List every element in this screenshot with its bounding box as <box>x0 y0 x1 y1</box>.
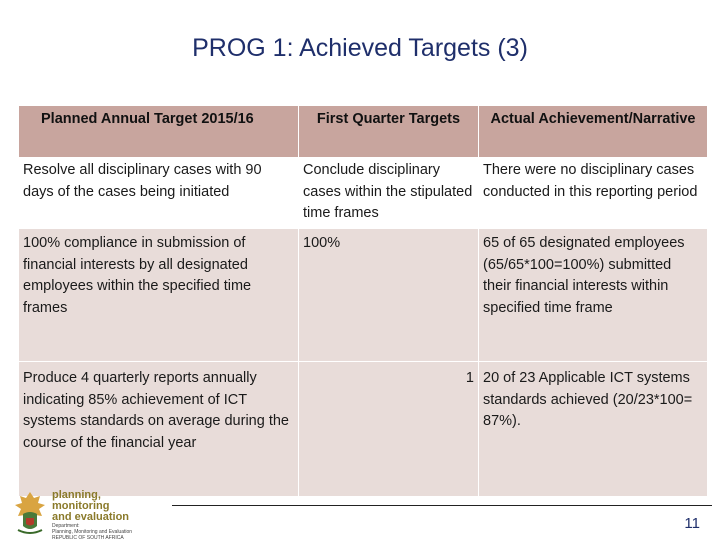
cell-actual-achievement: 65 of 65 designated employees (65/65*100=100%) submitted their financial interests within specified time frame <box>479 229 708 362</box>
logo-country: REPUBLIC OF SOUTH AFRICA <box>52 535 124 541</box>
header-planned-target: Planned Annual Target 2015/16 <box>19 106 299 158</box>
cell-actual-achievement: There were no disciplinary cases conducted in this reporting period <box>479 158 708 229</box>
table-row <box>19 158 708 229</box>
cell-actual-achievement: 20 of 23 Applicable ICT systems standards achieved (20/23*100= 87%). <box>479 362 708 497</box>
coat-of-arms-icon <box>10 490 50 536</box>
cell-first-quarter: 1 <box>299 362 479 497</box>
logo-department: Department: <box>52 523 80 529</box>
slide-title: PROG 1: Achieved Targets (3) <box>192 34 528 62</box>
targets-table <box>18 105 708 497</box>
table-row <box>19 229 708 362</box>
logo-line-2: and evaluation <box>52 511 130 523</box>
table-row <box>19 362 708 497</box>
logo-department-name: Planning, Monitoring and Evaluation <box>52 529 133 535</box>
cell-planned-target: 100% compliance in submission of financial interests by all designated employees within the specified time frames <box>19 229 299 362</box>
footer-divider <box>172 505 712 506</box>
cell-first-quarter: 100% <box>299 229 479 362</box>
dpme-logo <box>10 489 145 541</box>
header-first-quarter: First Quarter Targets <box>299 106 479 158</box>
logo-line-1: planning, monitoring <box>52 489 110 512</box>
cell-first-quarter: Conclude disciplinary cases within the stipulated time frames <box>299 158 479 229</box>
cell-planned-target: Resolve all disciplinary cases with 90 days of the cases being initiated <box>19 158 299 229</box>
header-actual-achievement: Actual Achievement/Narrative <box>479 106 708 158</box>
cell-planned-target: Produce 4 quarterly reports annually indicating 85% achievement of ICT systems standards on average during the course of the financial year <box>19 362 299 497</box>
page-number: 11 <box>684 515 700 532</box>
table-header-row <box>19 106 708 158</box>
